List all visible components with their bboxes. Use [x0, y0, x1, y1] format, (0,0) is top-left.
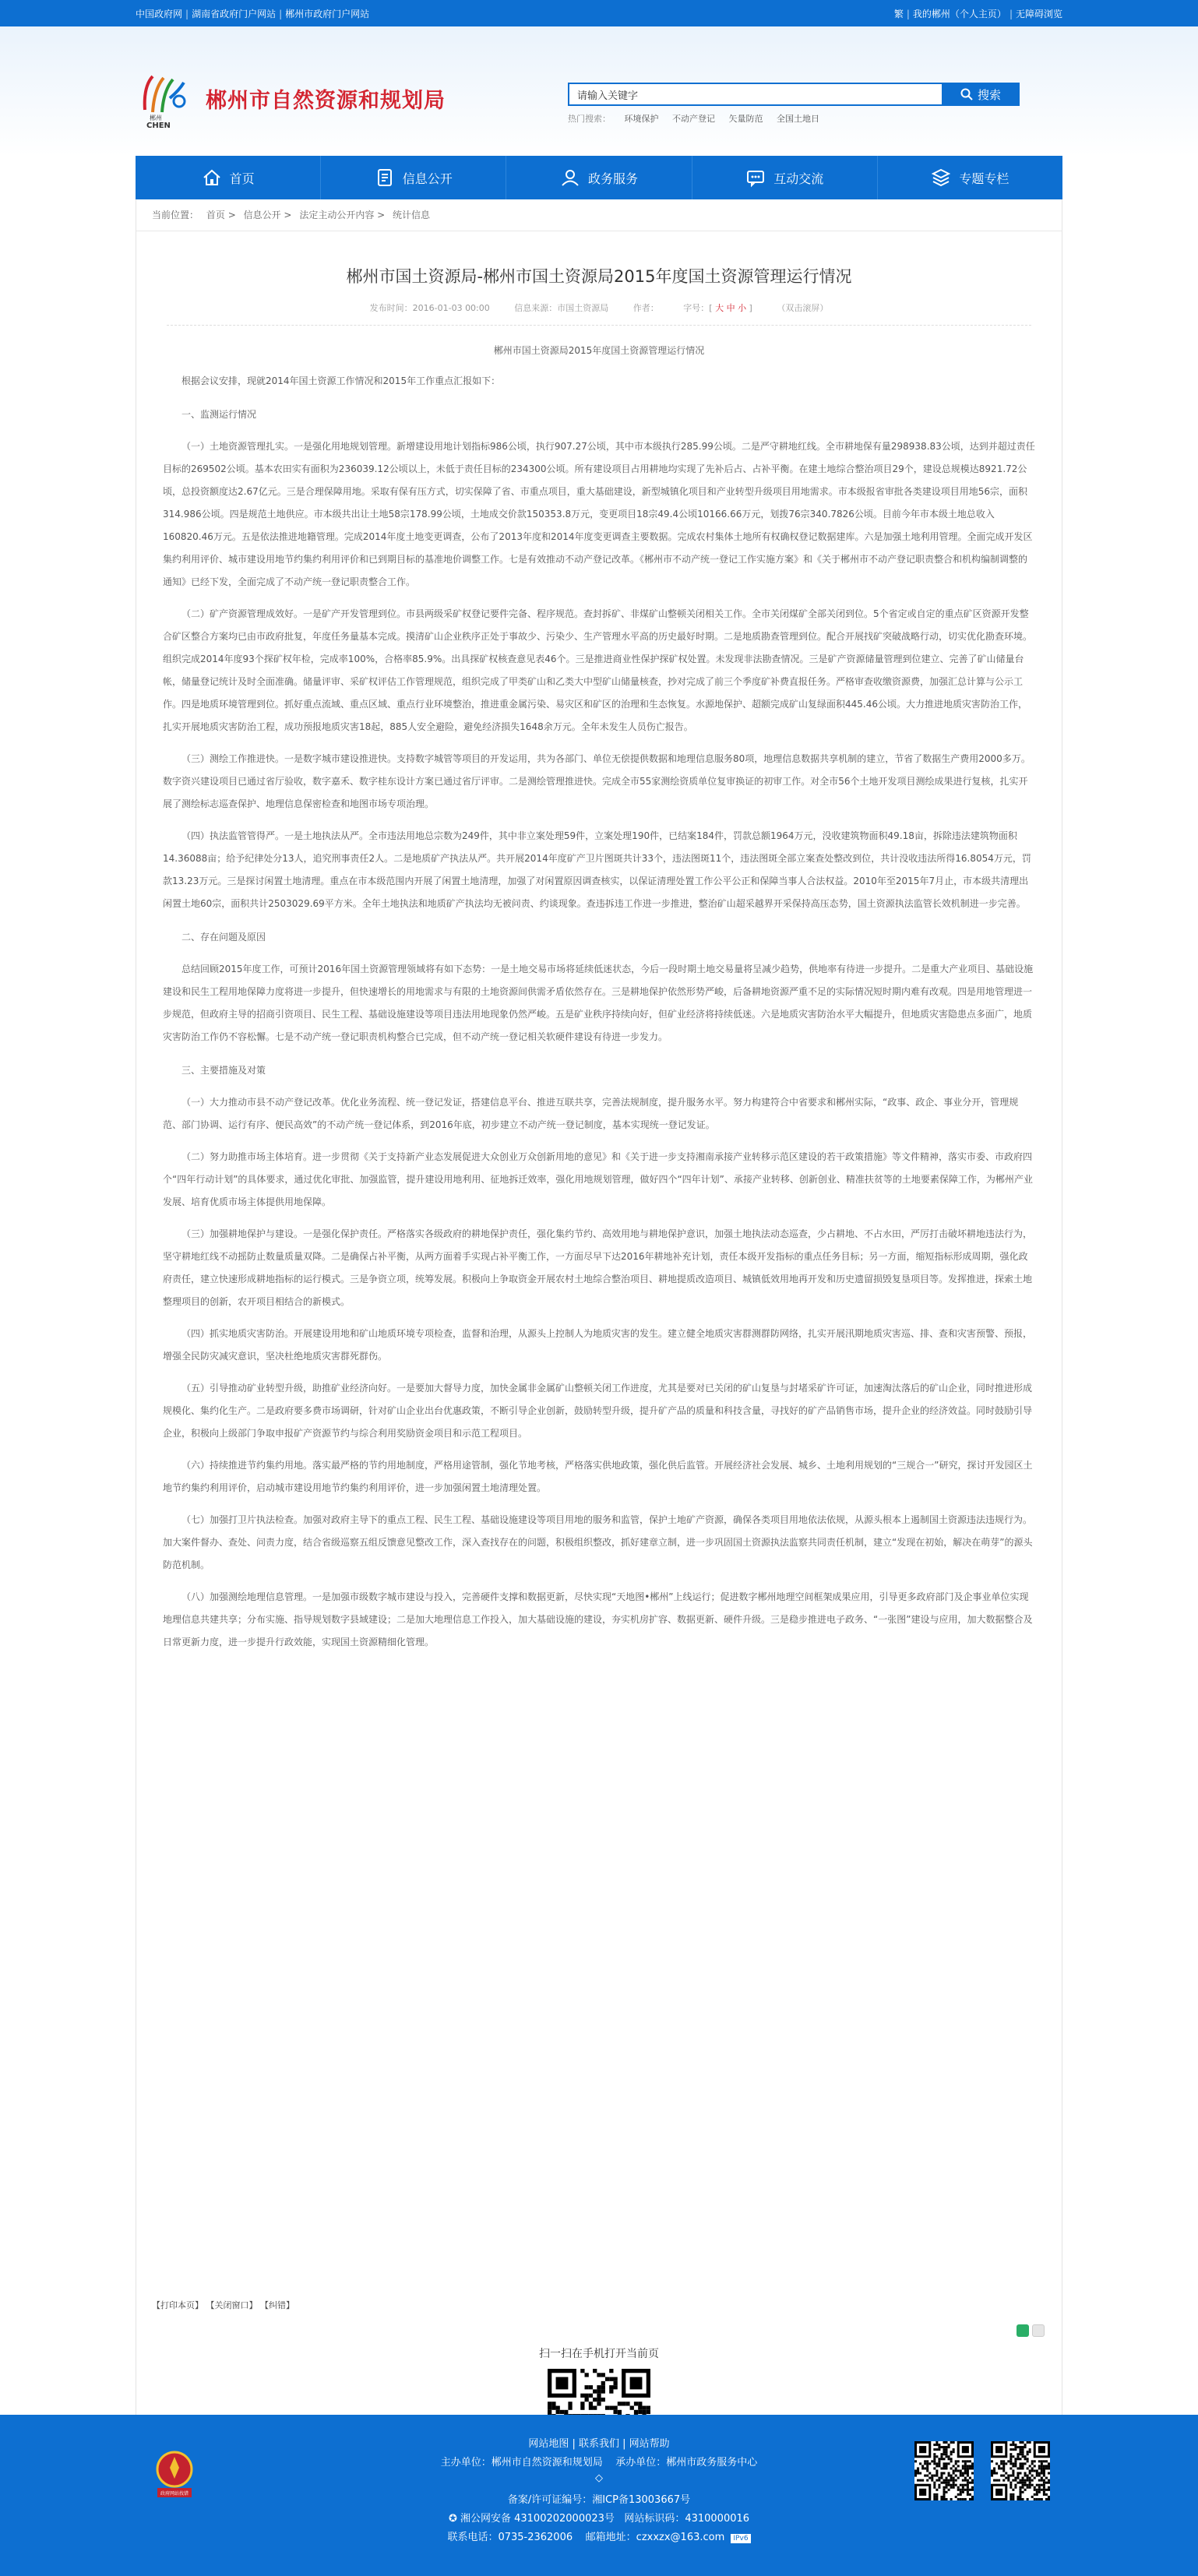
breadcrumb-home[interactable]: 首页 [206, 210, 225, 220]
footer-blank-icon: ◇ [595, 2472, 603, 2484]
article-section-heading: 一、监测运行情况 [181, 409, 257, 420]
nav-home[interactable] [136, 156, 321, 199]
article-paragraph: （七）加强打卫片执法检查。加强对政府主导下的重点工程、民生工程、基础设施建设等项目用地的服务和监管，保护土地矿产资源，确保各类项目用地依法依规，从源头根本上遏制国土资源违法违规行为。加大案件督办、查处、问责力度，结合省级巡察五组反馈意见整改工作，深入查找存在的问题，积极组织整改，抓好建章立制，进一步巩固国土资源执法监察共同责任机制，建立“发现在初始，解决在萌芽”的源头防范机制。 [163, 1514, 1033, 1570]
article-meta [167, 301, 1031, 326]
contact-phone: 联系电话：0735-2362006 [447, 2532, 573, 2543]
site-logo[interactable] [136, 67, 446, 129]
article-paragraph: （八）加强测绘地理信息管理。一是加强市级数字城市建设与投入，完善硬件支撑和数据更新，尽快实现“天地图•郴州”上线运行；促进数字郴州地理空间框架成果应用，引导更多政府部门及企事业单位实现地理信息共建共享；分布实施、指导规划数字县域建设；二是加大地理信息工作投入，加大基础设施的建设，夯实机房扩容、数据更新、硬件升级。三是稳步推进电子政务、“一张图”建设与应用，加大数据整合及日常更新力度，进一步提升行政效能，实现国土资源精细化管理。 [163, 1591, 1033, 1647]
article-paragraph: （三）测绘工作推进快。一是数字城市建设推进快。支持数字城管等项目的开发运用，共为各部门、单位无偿提供数据和地理信息服务80项，地理信息数据共享机制的建立，节省了数据生产费用2000多万。数字资兴建设项目已通过省厅验收，数字嘉禾、数字桂东设计方案已通过省厅评审。二是测绘管理推进快。完成全市55家测绘资质单位复审换证的初审工作。对全市56个土地开发项目测绘成果进行复核，扎实开展了测绘标志巡查保护、地理信息保密检查和地图市场专项治理。 [163, 753, 1031, 809]
police-record[interactable]: 湘公网安备 43100202000023号 [460, 2513, 615, 2525]
breadcrumb-statutory[interactable]: 法定主动公开内容 [299, 210, 375, 220]
nav-label: 首页 [229, 171, 255, 186]
font-size-medium[interactable]: 中 [726, 303, 735, 313]
my-chenzhou-link[interactable]: 我的郴州（个人主页） [912, 8, 1006, 19]
link-gov-cn[interactable]: 中国政府网 [136, 8, 183, 19]
wechat-icon[interactable] [1017, 2324, 1029, 2337]
footer-links: 网站地图 | 联系我们 | 网站帮助 [528, 2438, 670, 2450]
footer-police-line [136, 2510, 1062, 2525]
breadcrumb-sep: > [377, 210, 386, 220]
hot-term[interactable]: 全国土地日 [777, 114, 819, 124]
qr-code-icon [991, 2441, 1050, 2500]
article-tools [152, 2299, 294, 2311]
hot-search [568, 112, 830, 125]
article-paragraph: （二）矿产资源管理成效好。一是矿产开发管理到位。市县两级采矿权登记要件完备、程序规范。查封拆矿、非煤矿山整顿关闭相关工作。全市关闭煤矿全部关闭到位。5个省定或自定的重点矿区资源开发整合矿区整合方案均已由市政府批复，年度任务量基本完成。摸清矿山企业秩序正处于事故少、污染少、生产管理水平高的历史最好时期。二是地质勘查管理到位。配合开展找矿突破战略行动，切实优化勘查环境。组织完成2014年度93个探矿权年检，完成率100%，合格率85.9%。出具探矿权核查意见表46个。三是推进商业性保护探矿权处置。未发现非法勘查情况。三是矿产资源储量管理到位建立、完善了矿山储量台帐，储量登记统计及时全面准确。储量评审、采矿权评估工作管理规范，组织完成了甲类矿山和乙类大中型矿山储量核查，抄对完成了前三个季度矿补费直报任务。严格审查收缴资源费，加强汇总计算与公示工作。四是地质环境管理到位。抓好重点流域、重点区域、重点行业环境整治，推进重金属污染、易灾区和矿区的治理和生态恢复。水源地保护、超额完成矿山复绿面积445.46公顷。大力推进地质灾害防治工作，扎实开展地质灾害防治工程，成功预报地质灾害18起，885人安全避险，避免经济损失1648余万元。全年未发生人员伤亡报告。 [163, 608, 1033, 732]
font-size-control: 字号：[ 大 中 小 ] [683, 303, 752, 313]
breadcrumb-prefix: 当前位置： [152, 210, 199, 220]
hot-term[interactable]: 不动产登记 [672, 114, 715, 124]
article-paragraph: （三）加强耕地保护与建设。一是强化保护责任。严格落实各级政府的耕地保护责任，强化集约节约、高效用地与耕地保护意识，加强土地执法动态巡查，少占耕地、不占水田，严厉打击破坏耕地违法行为，坚守耕地红线不动摇防止数量质量双降。二是确保占补平衡，从两方面着手实现占补平衡工作，一方面尽早下达2016年耕地补充计划，责任本级开发指标的重点任务目标；另一方面，缩短指标形成周期，强化政府责任，建立快速形成耕地指标的运行模式。三是争资立项，统筹发展。积极向上争取资金开展农村土地综合整治项目、耕地提质改造项目、城镇低效用地再开发和历史遗留损毁复垦项目等。发挥推进，探索土地整理项目的创新，农开项目相结合的新模式。 [163, 1228, 1033, 1307]
top-bar [0, 0, 1198, 26]
nav-label: 专题专栏 [959, 171, 1009, 186]
search-input[interactable] [568, 83, 942, 106]
article-paragraph: （一）大力推动市县不动产登记改革。优化业务流程、统一登记发证，搭建信息平台、推进互联共享，完善法规制度，提升服务水平。努力构建符合中省要求和郴州实际，“政事、政企、事业分开，管理规范、部门协调、运行有序、便民高效”的不动产统一登记体系，到2016年底，初步建立不动产统一登记制度，基本实现统一登记发证。 [163, 1097, 1019, 1130]
close-window-link[interactable]: 【关闭窗口】 [206, 2300, 258, 2310]
article-paragraph: （五）引导推动矿业转型升级，助推矿业经济向好。一是要加大督导力度，加快金属非金属矿山整顿关闭工作进度，尤其是要对已关闭的矿山复垦与封堵采矿许可证，加速淘汰落后的矿山企业，同时推进形成规模化、集约化生产。二是政府要多费市场调研，针对矿山企业出台优惠政策，不断引导企业创新，鼓励转型升级，提升矿产品的质量和科技含量，寻找好的矿产品销售市场，提升企业的经济效益。同时鼓励引导企业，积极向上级部门争取申报矿产资源节约与综合利用奖励资金项目和示范工程项目。 [163, 1383, 1033, 1439]
undertake-unit: 承办单位：郴州市政务服务中心 [615, 2457, 758, 2469]
share-buttons [1017, 2324, 1045, 2337]
breadcrumb-sep: > [227, 210, 236, 220]
ipv6-badge: IPv6 [731, 2534, 750, 2543]
search-box [568, 83, 1020, 106]
nav-label: 互动交流 [773, 171, 824, 186]
badge-text: 政府网站找错 [160, 2491, 189, 2497]
hot-term[interactable]: 矢量防范 [728, 114, 763, 124]
report-error-link[interactable]: 【纠错】 [260, 2300, 294, 2310]
contact-link[interactable]: 联系我们 [578, 2438, 619, 2450]
link-hunan-gov[interactable]: 湖南省政府门户网站 [192, 8, 277, 19]
breadcrumb-sep: > [284, 210, 292, 220]
hot-search-label: 热门搜索： [568, 114, 611, 124]
document-icon [375, 167, 395, 188]
search-button-label: 搜索 [977, 87, 1001, 102]
footer-qr-weixin [914, 2441, 974, 2500]
top-links: 中国政府网 | 湖南省政府门户网站 | 郴州市政府门户网站 [136, 8, 370, 19]
footer-icp[interactable]: 备案/许可证编号：湘ICP备13003667号 [507, 2494, 691, 2506]
search-icon [960, 88, 973, 100]
police-icon: ✪ [448, 2513, 457, 2525]
article-paragraph: 总结回顾2015年度工作，可预计2016年国土资源管理领域将有如下态势：一是土地交易市场将延续低迷状态，今后一段时期土地交易量将呈减少趋势，供地率有待进一步提升。二是重大产业项目、基础设施建设和民生工程用地保障力度将进一步提升，但快速增长的用地需求与有限的土地资源间供需矛盾依然存在。三是耕地保护依然形势严峻，后备耕地资源严重不足的实际情况短时期内难有改观。四是用地管理进一步规范，但政府主导的招商引资项目、民生工程、基础设施建设等项目违法用地现象仍然严峻。五是矿业秩序持续向好，但矿业经济将持续低迷。六是地质灾害防治水平大幅提升，但地质灾害隐患点多面广，地质灾害防治工作仍不容松懈。七是不动产统一登记职责机构整合已完成，但不动产统一登记相关软硬件建设有待进一步发力。 [163, 964, 1034, 1042]
site-footer [0, 2415, 1198, 2576]
article-author: 作者： [632, 303, 659, 313]
qr-code-icon [914, 2441, 974, 2500]
service-icon [560, 167, 580, 188]
weibo-icon[interactable] [1032, 2324, 1045, 2337]
nav-gov-service[interactable] [506, 156, 692, 199]
site-header [0, 26, 1198, 156]
article-paragraph: 郴州市国土资源局2015年度国土资源管理运行情况 [493, 345, 705, 356]
breadcrumb-statistics[interactable]: 统计信息 [393, 210, 431, 220]
article-paragraph: （一）土地资源管理扎实。一是强化用地规划管理。新增建设用地计划指标986公顷，执行907.27公顷，其中市本级执行285.99公顷。二是严守耕地红线。全市耕地保有量298938.83公顷，达到并超过责任目标的269502公顷。基本农田实有面积为236039.12公顷以上，未低于责任目标的234300公顷。所有建设项目占用耕地均实现了先补后占、占补平衡。在建土地综合整治项目29个，建设总规模达8921.72公顷，总投资额度达2.67亿元。三是合理保障用地。采取有保有压方式，切实保障了省、市重点项目，重大基础建设，新型城镇化项目和产业转型升级项目用地需求。市本级报省审批各类建设项目用地56宗，面积314.986公顷。四是规范土地供应。市本级共出让土地58宗178.99公顷，土地成交价款150353.8万元，变更项目18宗49.4公顷10166.66万元，划拨76宗340.7826公顷。目前今年市本级土地总收入160820.46万元。五是依法推进地籍管理。完成2014年度土地变更调查，公布了2013年度和2014年度变更调查主要数据。完成农村集体土地所有权确权登记数据建库。六是加强土地利用管理。全面完成开发区集约利用评价、城市建设用地节约集约利用评价和已到期目标的基准地价调整工作。七是有效推动不动产登记改革。《郴州市不动产统一登记工作实施方案》和《关于郴州市不动产登记职责整合和机构编制调整的通知》已经下发，全面完成了不动产统一登记职责整合工作。 [163, 441, 1035, 587]
logo-small-text: 郴州 [150, 115, 162, 122]
breadcrumb [136, 199, 1062, 231]
print-page-link[interactable]: 【打印本页】 [152, 2300, 203, 2310]
content-area [136, 199, 1062, 2451]
logo-mark-icon [136, 67, 198, 129]
article-paragraph: （四）抓实地质灾害防治。开展建设用地和矿山地质环境专项检查，监督和治理，从源头上控制人为地质灾害的发生。建立健全地质灾害群测群防网络，扎实开展汛期地质灾害巡、排、查和灾害预警、预报，增强全民防灾减灾意识，坚决杜绝地质灾害群死群伤。 [163, 1328, 1033, 1362]
host-unit: 主办单位：郴州市自然资源和规划局 [440, 2457, 603, 2469]
layers-icon [931, 167, 951, 188]
top-right-links: 繁 | 我的郴州（个人主页） | 无障碍浏览 [893, 8, 1062, 19]
article-paragraph: 根据会议安排，现就2014年国土资源工作情况和2015年工作重点汇报如下： [181, 375, 501, 386]
footer-contact-line [136, 2528, 1062, 2543]
article-section-heading: 三、主要措施及对策 [181, 1065, 266, 1076]
home-icon [202, 167, 222, 188]
article-paragraph: （六）持续推进节约集约用地。落实最严格的节约用地制度，严格用途管制，强化节地考核，严格落实供地政策，强化供后监管。开展经济社会发展、城乡、土地利用规划的“三规合一”研究，探讨开发园区土地节约集约利用评价，启动城市建设用地节约集约利用评价，进一步加强闲置土地清理处置。 [163, 1460, 1033, 1493]
nav-special-topics[interactable] [878, 156, 1062, 199]
search-button[interactable] [942, 83, 1020, 106]
link-chenzhou-gov[interactable]: 郴州市政府门户网站 [285, 8, 370, 19]
nav-interaction[interactable] [692, 156, 878, 199]
nav-label: 政务服务 [588, 171, 639, 186]
font-size-small[interactable]: 小 [738, 303, 747, 313]
scroll-toggle[interactable]: （双击滚屏） [777, 303, 829, 313]
article-body [163, 326, 1035, 1654]
article-paragraph: （二）努力助推市场主体培育。进一步贯彻《关于支持新产业态发展促进大众创业万众创新用地的意见》和《关于进一步支持湘南承接产业转移示范区建设的若干政策措施》等文件精神，落实市委、市政府四个“四年行动计划”的具体要求，通过优化审批、加强监管，提升建设用地利用、征地拆迁效率，强化用地规划管理，做好四个“四年计划”、承接产业转移、创新创业、精准扶贫等的土地要素保障工作，为郴州产业发展、培育优质市场主体提供用地保障。 [163, 1151, 1033, 1207]
article-title: 郴州市国土资源局-郴州市国土资源局2015年度国土资源管理运行情况 [346, 267, 852, 286]
qr-caption: 扫一扫在手机打开当前页 [539, 2348, 659, 2360]
main-nav [136, 156, 1062, 199]
help-link[interactable]: 网站帮助 [629, 2438, 670, 2450]
chat-icon [745, 167, 766, 188]
font-size-large[interactable]: 大 [715, 303, 724, 313]
breadcrumb-info-open[interactable]: 信息公开 [243, 210, 281, 220]
site-code: 网站标识码：4310000016 [624, 2513, 750, 2525]
traditional-chinese-link[interactable]: 繁 [893, 8, 904, 19]
nav-info-open[interactable] [321, 156, 506, 199]
article-paragraph: （四）执法监管管得严。一是土地执法从严。全市违法用地总宗数为249件，其中非立案处理59件，立案处理190件，已结案184件，罚款总额1964万元，没收建筑物面积49.18亩，拆除违法建筑物面积14.36088亩；给予纪律处分13人，追究刑事责任2人。二是地质矿产执法从严。共开展2014年度矿产卫片图斑共计33个，违法图斑11个，违法图斑全部立案查处整改到位，共计没收违法所得16.8054万元，罚款13.23万元。三是探讨闲置土地清理。重点在市本级范围内开展了闲置土地清理，加强了对闲置原因调查核实，以保证清理处置工作公平公正和保障当事人合法权益。2010年至2015年7月止，市本级共清理出闲置土地60宗，面积共计2503029.69平方米。全年土地执法和地质矿产执法均无被问责、约谈现象。查违拆违工作进一步推进，整治矿山超采越界开采保持高压态势，国土资源执法监管长效机制进一步完善。 [163, 830, 1031, 909]
site-title: 郴州市自然资源和规划局 [206, 88, 446, 113]
logo-latin-text: CHEN [146, 122, 171, 129]
footer-qr-app [991, 2441, 1050, 2500]
contact-email: 邮箱地址：czxxzx@163.com [585, 2532, 725, 2543]
article-section-heading: 二、存在问题及原因 [181, 932, 266, 943]
nav-label: 信息公开 [402, 171, 453, 186]
article-source: 信息来源：市国土资源局 [514, 303, 609, 313]
sitemap-link[interactable]: 网站地图 [528, 2438, 569, 2450]
accessibility-link[interactable]: 无障碍浏览 [1015, 8, 1062, 19]
publish-time: 发布时间：2016-01-03 00:00 [369, 303, 490, 313]
hot-term[interactable]: 环境保护 [624, 114, 659, 124]
